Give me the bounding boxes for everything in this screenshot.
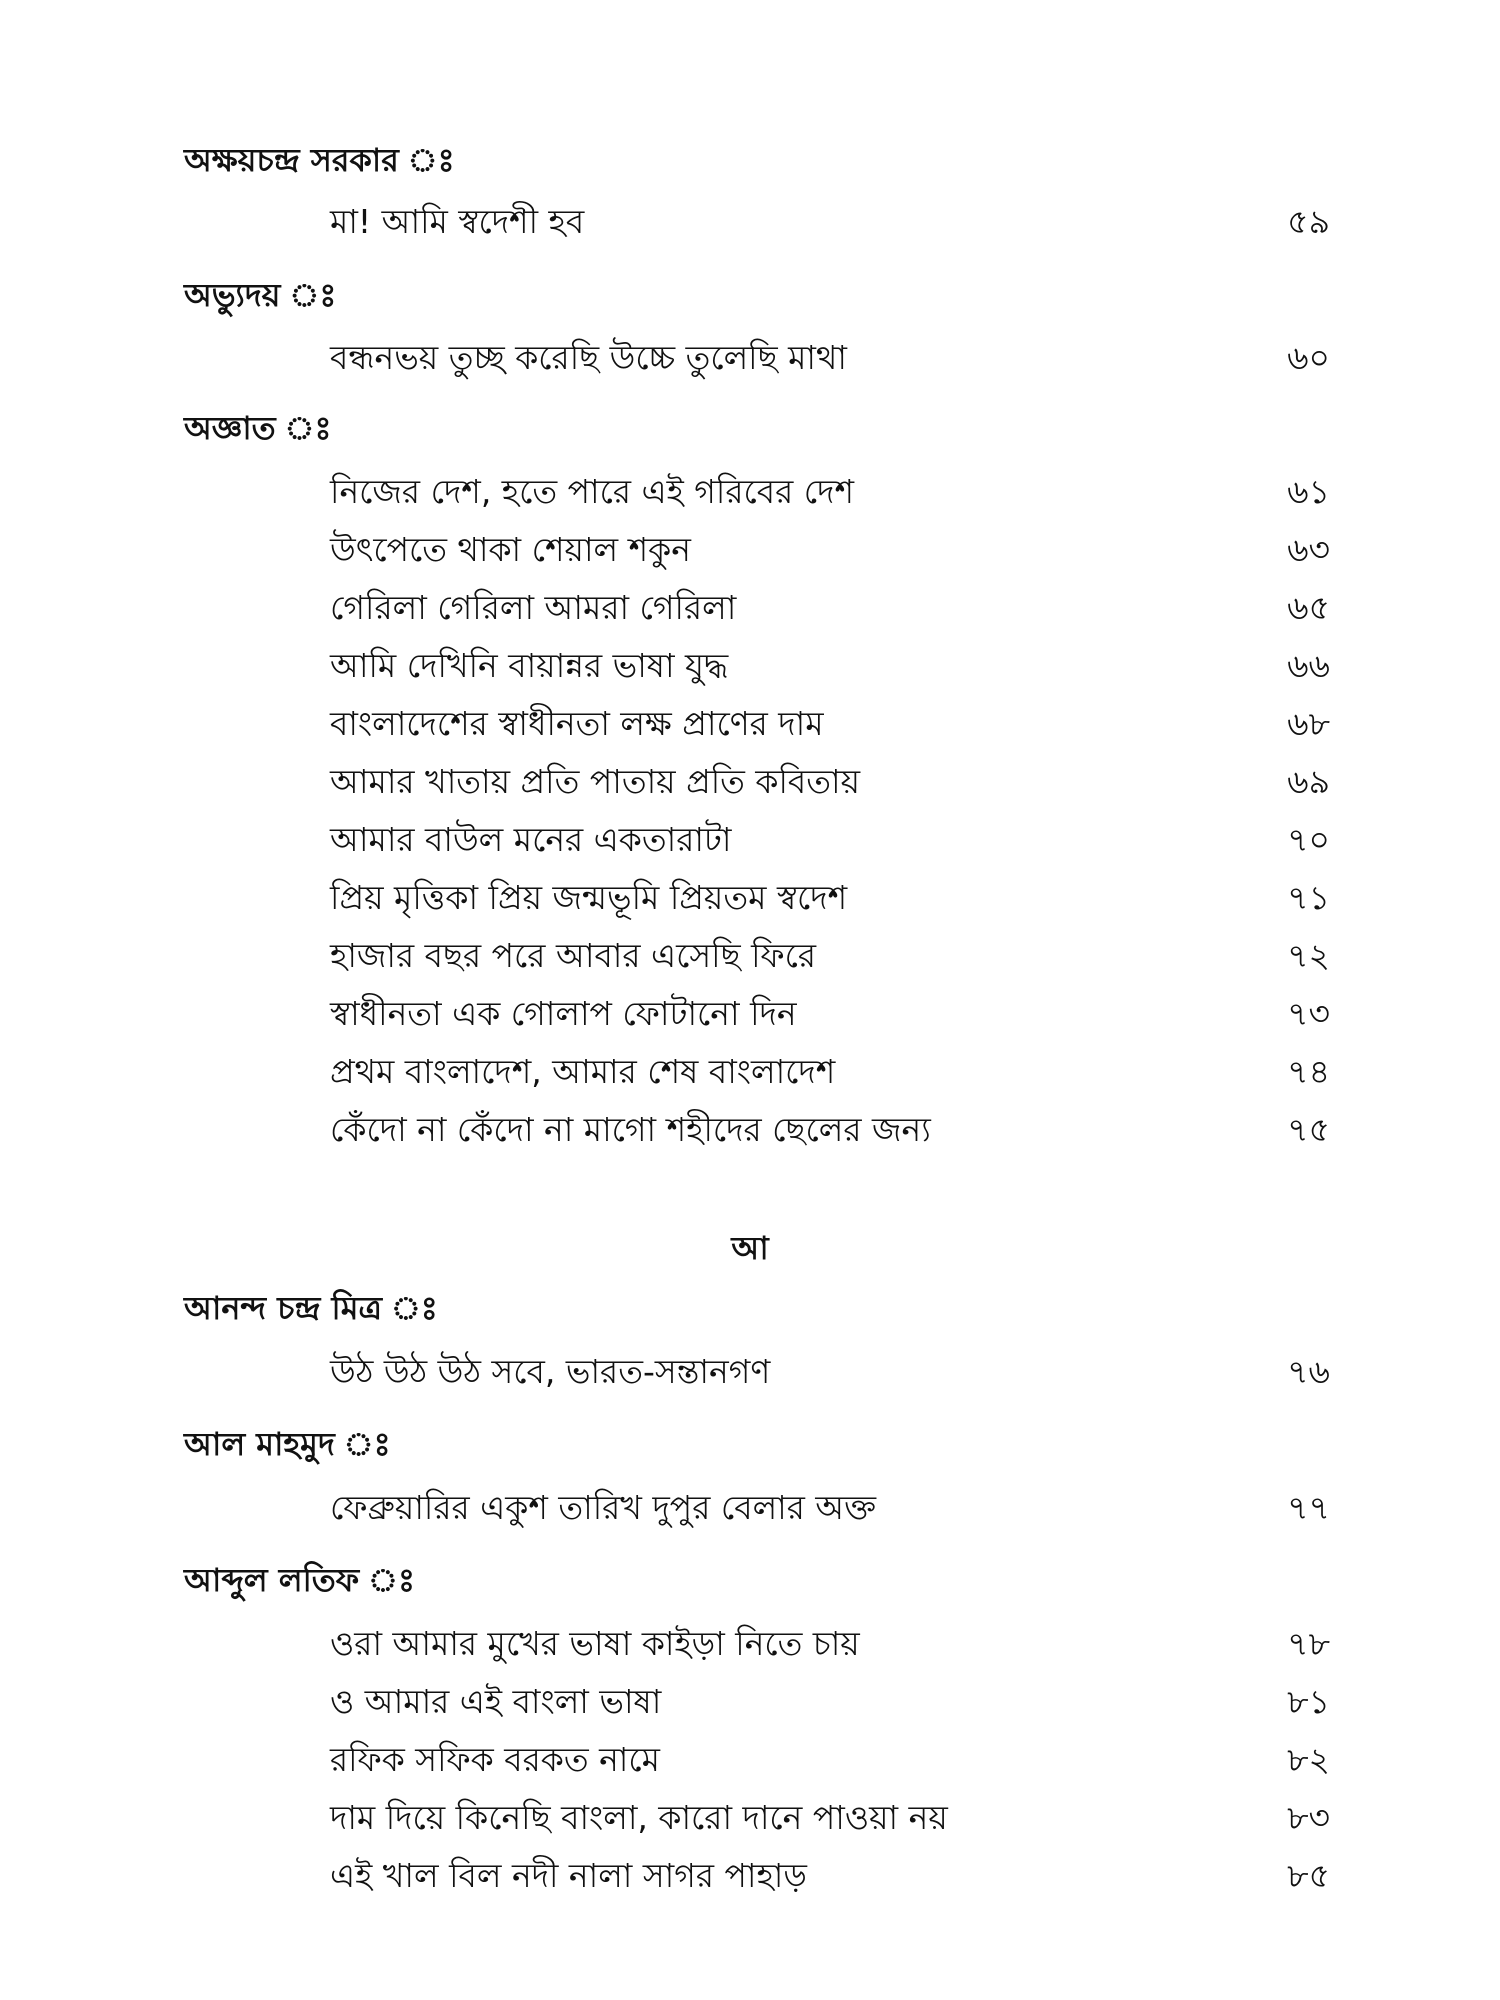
entry-title: কেঁদো না কেঁদো না মাগো শহীদের ছেলের জন্য — [330, 1110, 931, 1149]
entry-title: উৎপেতে থাকা শেয়াল শকুন — [330, 530, 691, 569]
entry-title: স্বাধীনতা এক গোলাপ ফোটানো দিন — [330, 994, 797, 1033]
toc-entry[interactable] — [330, 1680, 1330, 1724]
toc-entry[interactable] — [330, 586, 1330, 630]
entry-page-number: ৬৯ — [1287, 762, 1330, 801]
entry-title: দাম দিয়ে কিনেছি বাংলা, কারো দানে পাওয়া নয় — [330, 1798, 948, 1837]
entry-page-number: ৬৩ — [1287, 530, 1330, 569]
entry-title: আমার বাউল মনের একতারাটা — [330, 820, 732, 859]
entry-title: আমার খাতায় প্রতি পাতায় প্রতি কবিতায় — [330, 762, 861, 801]
entry-page-number: ৮২ — [1287, 1740, 1330, 1779]
entry-page-number: ৮৩ — [1287, 1798, 1330, 1837]
toc-entry[interactable] — [330, 470, 1330, 514]
toc-entry[interactable] — [330, 934, 1330, 978]
entry-page-number: ৭১ — [1287, 878, 1330, 917]
toc-entry[interactable] — [330, 702, 1330, 746]
entry-title: ওরা আমার মুখের ভাষা কাইড়া নিতে চায় — [330, 1624, 860, 1663]
toc-entry[interactable] — [330, 528, 1330, 572]
toc-entry[interactable] — [330, 1796, 1330, 1840]
entry-page-number: ৭৭ — [1287, 1488, 1330, 1527]
entry-title: আমি দেখিনি বায়ান্নর ভাষা যুদ্ধ — [330, 646, 729, 685]
entry-title: রফিক সফিক বরকত নামে — [330, 1740, 660, 1779]
toc-entry[interactable] — [330, 1108, 1330, 1152]
entry-page-number: ৮৫ — [1287, 1856, 1330, 1895]
toc-entry[interactable] — [330, 1854, 1330, 1898]
toc-entry[interactable] — [330, 1738, 1330, 1782]
entry-page-number: ৮১ — [1287, 1682, 1330, 1721]
author-heading: আল মাহমুদ ঃ — [184, 1425, 391, 1463]
toc-entry[interactable] — [330, 1486, 1330, 1530]
author-heading: আনন্দ চন্দ্র মিত্র ঃ — [184, 1289, 438, 1327]
entry-page-number: ৬০ — [1287, 338, 1330, 377]
entry-page-number: ৭২ — [1287, 936, 1330, 975]
entry-title: মা! আমি স্বদেশী হব — [330, 202, 585, 241]
toc-entry[interactable] — [330, 1050, 1330, 1094]
toc-entry[interactable] — [330, 1622, 1330, 1666]
entry-page-number: ৭০ — [1287, 820, 1330, 859]
toc-entry[interactable] — [330, 336, 1330, 380]
toc-entry[interactable] — [330, 760, 1330, 804]
entry-title: প্রিয় মৃত্তিকা প্রিয় জন্মভূমি প্রিয়তম স্বদেশ — [330, 878, 848, 917]
entry-page-number: ৭৪ — [1287, 1052, 1330, 1091]
toc-entry[interactable] — [330, 818, 1330, 862]
entry-title: বন্ধনভয় তুচ্ছ করেছি উচ্চে তুলেছি মাথা — [330, 338, 847, 377]
entry-page-number: ৬৮ — [1287, 704, 1330, 743]
entry-page-number: ৬৫ — [1287, 588, 1330, 627]
entry-title: এই খাল বিল নদী নালা সাগর পাহাড় — [330, 1856, 807, 1895]
entry-page-number: ৬১ — [1287, 472, 1330, 511]
entry-page-number: ৫৯ — [1287, 202, 1330, 241]
section-letter-heading: আ — [731, 1229, 769, 1267]
entry-title: উঠ উঠ উঠ সবে, ভারত-সন্তানগণ — [330, 1352, 771, 1391]
author-heading: আব্দুল লতিফ ঃ — [184, 1561, 416, 1599]
entry-title: বাংলাদেশের স্বাধীনতা লক্ষ প্রাণের দাম — [330, 704, 824, 743]
toc-entry[interactable] — [330, 1350, 1330, 1394]
toc-entry[interactable] — [330, 200, 1330, 244]
entry-page-number: ৭৬ — [1287, 1352, 1330, 1391]
entry-page-number: ৭৮ — [1287, 1624, 1330, 1663]
entry-title: ও আমার এই বাংলা ভাষা — [330, 1682, 662, 1721]
entry-title: নিজের দেশ, হতে পারে এই গরিবের দেশ — [330, 472, 855, 511]
author-heading: অক্ষয়চন্দ্র সরকার ঃ — [184, 141, 455, 179]
entry-title: ফেব্রুয়ারির একুশ তারিখ দুপুর বেলার অক্ত — [330, 1488, 877, 1527]
entry-page-number: ৬৬ — [1287, 646, 1330, 685]
author-heading: অভ্যুদয় ঃ — [184, 276, 337, 314]
entry-page-number: ৭৩ — [1287, 994, 1330, 1033]
toc-entry[interactable] — [330, 992, 1330, 1036]
entry-title: গেরিলা গেরিলা আমরা গেরিলা — [330, 588, 737, 627]
entry-title: প্রথম বাংলাদেশ, আমার শেষ বাংলাদেশ — [330, 1052, 836, 1091]
toc-entry[interactable] — [330, 644, 1330, 688]
author-heading: অজ্ঞাত ঃ — [184, 409, 332, 447]
entry-title: হাজার বছর পরে আবার এসেছি ফিরে — [330, 936, 817, 975]
toc-entry[interactable] — [330, 876, 1330, 920]
entry-page-number: ৭৫ — [1287, 1110, 1330, 1149]
